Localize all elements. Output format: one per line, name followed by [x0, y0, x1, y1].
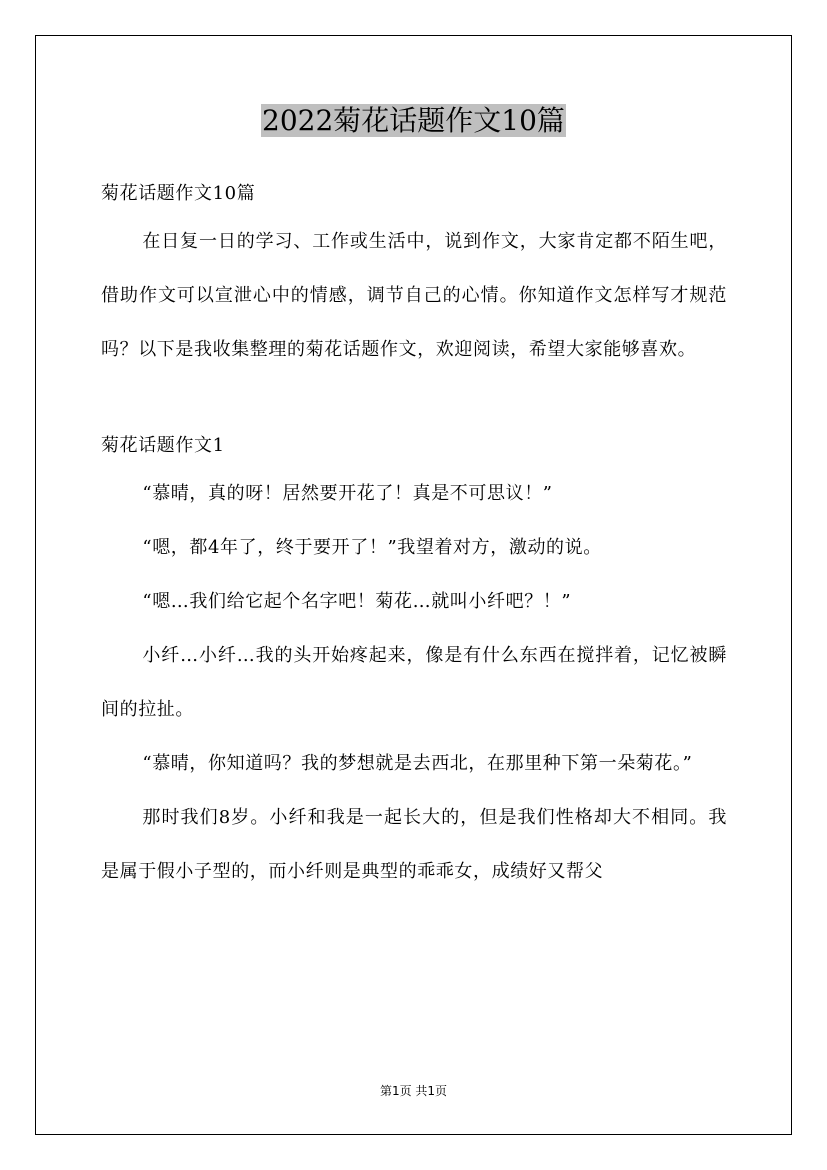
- document-subtitle: 菊花话题作文10篇: [101, 183, 256, 204]
- body-paragraph: “嗯，都4年了，终于要开了！”我望着对方，激动的说。: [142, 537, 602, 558]
- page-number-footer: 第1页 共1页: [379, 1084, 448, 1098]
- body-paragraph: “慕晴，你知道吗？我的梦想就是去西北，在那里种下第一朵菊花。”: [142, 753, 693, 774]
- body-paragraph: “嗯…我们给它起个名字吧！菊花…就叫小纤吧？！”: [142, 591, 572, 612]
- document-title: [0, 100, 827, 142]
- body-paragraph: 小纤…小纤…我的头开始疼起来，像是有什么东西在搅拌着，记忆被瞬间的拉扯。: [101, 645, 727, 720]
- document-body: [101, 173, 727, 899]
- document-title-text: 2022菊花话题作文10篇: [262, 104, 565, 137]
- intro-paragraph: 在日复一日的学习、工作或生活中，说到作文，大家肯定都不陌生吧，借助作文可以宣泄心中的情感，调节自己的心情。你知道作文怎样写才规范吗？以下是我收集整理的菊花话题作文，欢迎阅读，希望大家能够喜欢。: [101, 231, 727, 360]
- section-spacer: [101, 377, 727, 425]
- body-paragraph: 那时我们8岁。小纤和我是一起长大的，但是我们性格却大不相同。我是属于假小子型的，而小纤则是典型的乖乖女，成绩好又帮父: [101, 807, 727, 882]
- body-paragraph: “慕晴，真的呀！居然要开花了！真是不可思议！”: [142, 483, 553, 504]
- section-heading: 菊花话题作文1: [101, 435, 225, 456]
